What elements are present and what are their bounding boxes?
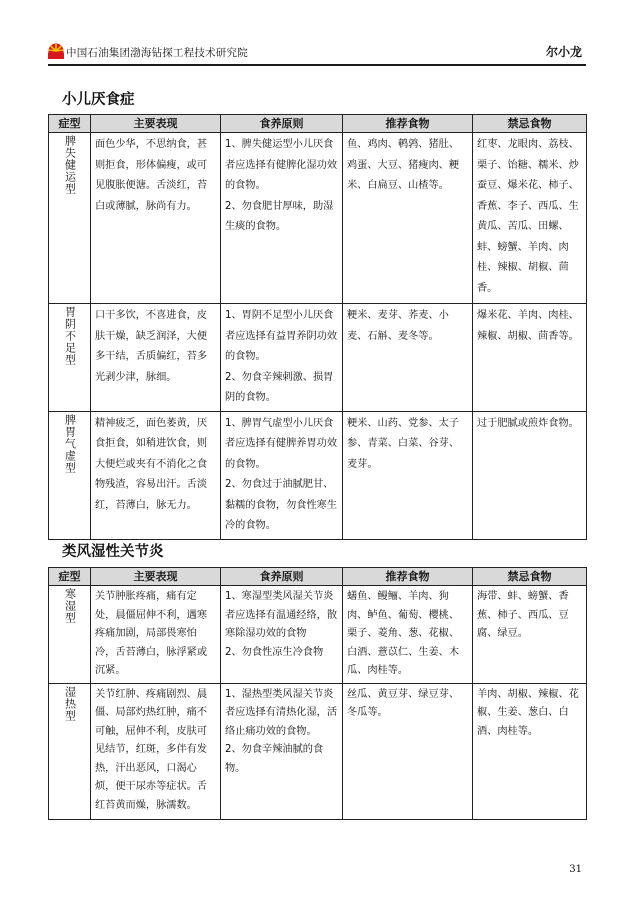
- column-header-recommended: 推荐食物: [343, 115, 473, 133]
- syndrome-type: 脾失健运型: [63, 135, 77, 195]
- column-header-symptoms: 主要表现: [91, 568, 221, 586]
- recommended-cell: 粳米、麦芽、荞麦、小麦、石斛、麦冬等。: [347, 310, 449, 342]
- recommended-cell: 鱼、鸡肉、鹌鹑、猪肚、鸡蛋、大豆、猪瘦肉、粳米、白扁豆、山楂等。: [347, 139, 460, 191]
- cnpc-logo-icon: [48, 43, 64, 59]
- column-header-type: 症型: [49, 568, 91, 586]
- principle-cell: 1、脾失健运型小儿厌食者应选择有健脾化湿功效的食物。 2、勿食肥甘厚味，助湿生痰的食物。: [225, 139, 338, 232]
- section-title-rheumatoid-arthritis: 类风湿性关节炎: [62, 544, 164, 560]
- recommended-cell: 蟮鱼、鳗鲡、羊肉、狗肉、鲈鱼、葡萄、樱桃、栗子、菱角、葱、花椒、白酒、薏苡仁、生姜、木瓜、肉桂等。: [347, 591, 460, 676]
- table-row: [49, 586, 587, 684]
- column-header-forbidden: 禁忌食物: [473, 115, 587, 133]
- table-header-row: [49, 115, 587, 133]
- principle-cell: 1、寒湿型类风湿关节炎者应选择有温通经络，散寒除湿功效的食物 2、勿食性凉生冷食物: [225, 591, 338, 658]
- table-row: [49, 411, 587, 539]
- recommended-cell: 粳米、山药、党参、太子参、青菜、白菜、谷芽、麦芽。: [347, 417, 460, 470]
- column-header-principle: 食养原则: [221, 115, 343, 133]
- column-header-recommended: 推荐食物: [343, 568, 473, 586]
- column-header-forbidden: 禁忌食物: [473, 568, 587, 586]
- table-row: [49, 683, 587, 819]
- principle-cell: 1、胃阴不足型小儿厌食者应选择有益胃养阴功效的食物。 2、勿食辛辣刺激、损胃阴的食物。: [225, 310, 338, 403]
- page-number: 31: [569, 864, 582, 875]
- principle-cell: 1、湿热型类风湿关节炎者应选择有清热化湿，活络止痛功效的食物。 2、勿食辛辣油腻的食物。: [225, 688, 338, 774]
- forbidden-cell: 过于肥腻或煎炸食物。: [477, 417, 579, 429]
- organization-name: 中国石油集团渤海钻探工程技术研究院: [66, 47, 248, 59]
- syndrome-type: 寒湿型: [63, 588, 77, 624]
- table-header-row: [49, 568, 587, 586]
- column-header-principle: 食养原则: [221, 568, 343, 586]
- symptoms-cell: 关节肿胀疼痛，痛有定处，晨僵屈伸不利，遇寒疼痛加剧，局部畏寒怕冷，舌苔薄白，脉浮紧或沉紧。: [95, 591, 208, 676]
- table-row: [49, 133, 587, 304]
- forbidden-cell: 爆米花、羊肉、肉桂、辣椒、胡椒、茴香等。: [477, 310, 579, 342]
- symptoms-cell: 关节红肿、疼痛剧烈、晨僵、局部灼热红肿，痛不可触，屈伸不利，皮肤可见结节，红斑，多伴有发热，汗出恶风，口渴心烦，便干尿赤等症状。舌红苔黄而燥，脉濡数。: [95, 688, 208, 811]
- forbidden-cell: 海带、蚌、螃蟹、香蕉、柿子、西瓜、豆腐、绿豆。: [477, 591, 569, 639]
- author-name: 尔小龙: [545, 45, 582, 59]
- infant-anorexia-table: [48, 114, 587, 540]
- table-row: [49, 304, 587, 412]
- symptoms-cell: 口干多饮，不喜进食，皮肤干燥，缺乏润泽，大便多干结，舌质偏红，苔多光剥少津，脉细。: [95, 310, 208, 383]
- page-header: [48, 40, 586, 66]
- recommended-cell: 丝瓜、黄豆芽、绿豆芽、冬瓜等。: [347, 688, 460, 718]
- syndrome-type: 胃阴不足型: [63, 306, 77, 366]
- symptoms-cell: 精神疲乏，面色萎黄，厌食拒食，如稍进饮食，则大便烂或夹有不消化之食物残渣，容易出汗。舌淡红，苔薄白，脉无力。: [95, 417, 208, 511]
- forbidden-cell: 红枣、龙眼肉、荔枝、栗子、饴糖、糯米、炒蚕豆、爆米花、柿子、香蕉、李子、西瓜、生黄瓜、苦瓜、田螺、蚌、螃蟹、羊肉、肉桂、辣椒、胡椒、茴香。: [477, 139, 579, 294]
- rheumatoid-arthritis-table: [48, 567, 587, 820]
- column-header-type: 症型: [49, 115, 91, 133]
- principle-cell: 1、脾胃气虚型小儿厌食者应选择有健脾养胃功效的食物。 2、勿食过于油腻肥甘、黏糯的食物，勿食性寒生冷的食物。: [225, 417, 338, 531]
- forbidden-cell: 羊肉、胡椒、辣椒、花椒、生姜、葱白、白酒、肉桂等。: [477, 688, 579, 737]
- symptoms-cell: 面色少华，不思纳食，甚则拒食，形体偏瘦，或可见腹胀便溏。舌淡红，苔白或薄腻，脉尚有力。: [95, 139, 208, 212]
- syndrome-type: 脾胃气虚型: [63, 413, 77, 474]
- syndrome-type: 湿热型: [63, 685, 77, 722]
- section-title-infant-anorexia: 小儿厌食症: [62, 92, 135, 108]
- column-header-symptoms: 主要表现: [91, 115, 221, 133]
